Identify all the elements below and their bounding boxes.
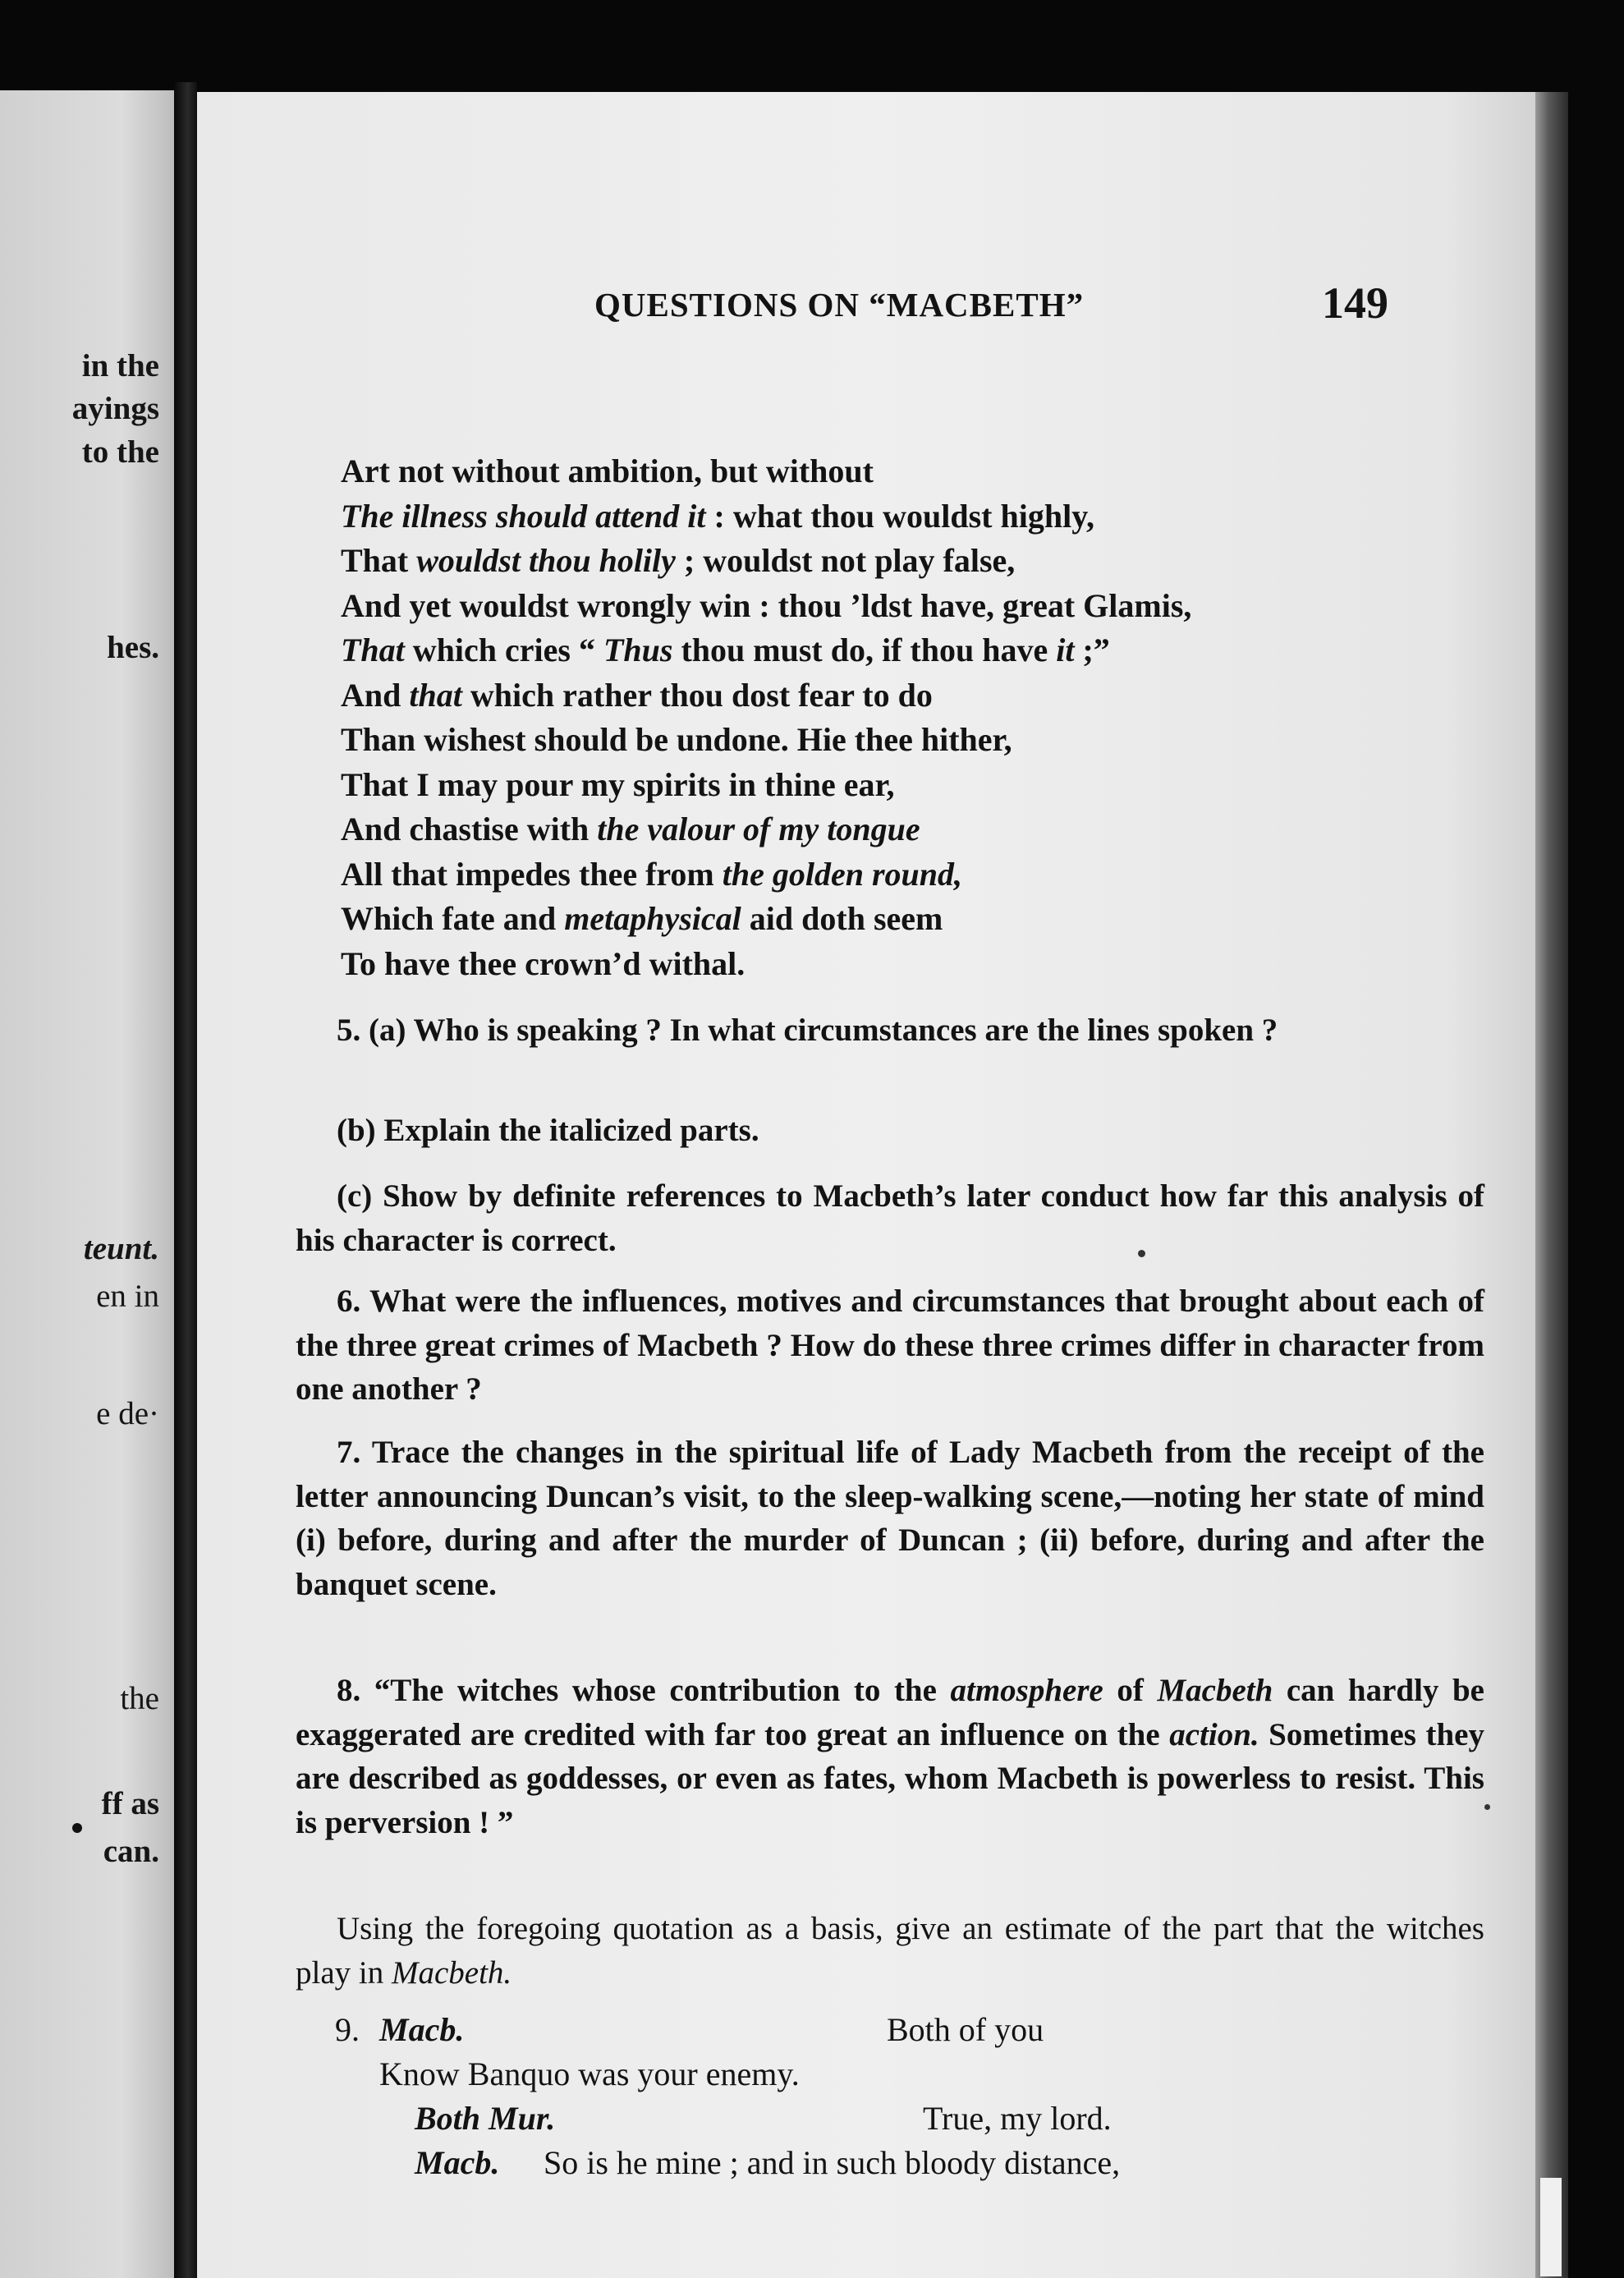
verse-text: which rather thou dost fear to do [461,676,933,714]
question-5a: 5. (a) Who is speaking ? In what circumstances are the lines spoken ? [337,1013,1278,1048]
ink-speck [72,1823,82,1833]
question-7: 7. Trace the changes in the spiritual life of Lady Macbeth from the receipt of the letter announcing Duncan’s visit, to the sleep-walking scene,—noting her state of mind (i) before, during and after the murder of Duncan ; (ii) before, during and after the banquet scene. [296,1435,1484,1602]
verse-text: ; wouldst not play false, [675,542,1016,579]
verse-text: That I may pour my spirits in thine ear, [341,765,895,803]
verse-line [341,494,1191,540]
verse-text: That [341,542,417,579]
verse-text: And [341,676,410,714]
verse-text: And chastise with [341,811,598,847]
verse-line [341,539,1191,584]
verse-line [341,897,1191,942]
book-page [197,92,1552,2278]
italic-text: Macbeth. [391,1954,512,1991]
left-page-text: ff as [101,1786,159,1821]
italicized-part: Thus [603,632,673,668]
book-gutter [174,82,197,2278]
italic-text: Macbeth [1157,1673,1273,1708]
question-9-number: 9. [335,2011,360,2048]
verse-line [341,628,1191,673]
left-page-text: e de· [96,1396,159,1431]
ink-speck [1138,1250,1145,1257]
question-6: 6. What were the influences, motives and circumstances that brought about each of the three great crimes of Macbeth ? How do these three crimes differ in character from one another ? [296,1284,1484,1407]
verse-text: : what thou wouldst highly, [705,497,1095,535]
left-page-text: to the [81,434,159,470]
verse-text: Art not without ambition, but without [341,452,874,489]
speech-line: So is he mine ; and in such bloody distance, [544,2144,1121,2181]
speech-line: True, my lord. [923,2100,1112,2137]
question-5c: (c) Show by definite references to Macbeth’s later conduct how far this analysis of his character is correct. [296,1178,1484,1258]
verse-text: thou must do, if thou have [672,632,1057,668]
running-header: QUESTIONS ON “MACBETH” [594,286,1085,324]
page-edge-marks [1540,2178,1562,2276]
italicized-part: that [409,676,462,714]
left-page-text: ayings [71,391,159,426]
text: of [1103,1673,1158,1708]
verse-text: which cries “ [404,632,603,668]
text: Sometimes they are described as goddesses, or even as fates, whom Macbeth is powerless to resist. This is perversion ! ” [296,1716,1484,1840]
left-page-text: can. [103,1834,159,1869]
verse-text: Than wishest should be undone. Hie thee hither, [341,721,1012,758]
verse-text: To have thee crown’d withal. [341,944,745,982]
verse-line [341,852,1191,898]
verse-line [341,584,1191,629]
left-page-text: hes. [107,630,159,665]
verse-line [341,718,1191,763]
speaker-macbeth: Macb. [379,2011,465,2048]
left-page-text: en in [96,1279,159,1314]
italicized-part: it [1056,632,1075,668]
question-8-task [296,1907,1484,1995]
question-5b: (b) Explain the italicized parts. [337,1113,759,1148]
left-page-fragment [0,90,174,2278]
page-number: 149 [1322,278,1388,328]
left-page-text: teunt. [83,1231,159,1266]
left-page-text: in the [81,348,159,383]
speech-line: Know Banquo was your enemy. [379,2055,800,2092]
italicized-part: metaphysical [564,900,741,937]
verse-text: All that impedes thee from [341,855,723,893]
page-edge-shadow [1535,92,1568,2278]
quoted-verse-passage [341,449,1191,986]
italicized-part: wouldst thou holily [416,542,676,579]
speaker-both-murderers: Both Mur. [415,2100,556,2137]
text: Using the foregoing quotation as a basis, give an estimate of the part that the witches play in [296,1911,1484,1991]
verse-text: ;” [1074,632,1110,668]
verse-text: Which fate and [341,900,565,937]
italic-text: action. [1169,1716,1259,1752]
text: can hardly be exaggerated are credited with far too great an influence on the [296,1673,1484,1752]
verse-line [341,807,1191,852]
italicized-part: the golden round, [722,855,963,893]
question-8-quotation [296,1669,1484,1844]
verse-line [341,942,1191,987]
verse-text: aid doth seem [741,900,943,937]
left-page-text: the [120,1681,159,1716]
ink-speck [1484,1804,1490,1810]
verse-line [341,673,1191,719]
italic-text: atmosphere [950,1673,1103,1708]
speech-line: Both of you [887,2011,1044,2048]
text: 8. “The witches whose contribution to the [337,1673,951,1708]
verse-line [341,449,1191,494]
italicized-part: That [341,632,405,668]
speaker-macbeth: Macb. [415,2144,500,2181]
verse-text: And yet wouldst wrongly win : thou ’ldst have, great Glamis, [341,586,1192,624]
italicized-part: The illness should attend it [341,497,706,535]
verse-line [341,763,1191,808]
italicized-part: the valour of my tongue [597,811,920,847]
